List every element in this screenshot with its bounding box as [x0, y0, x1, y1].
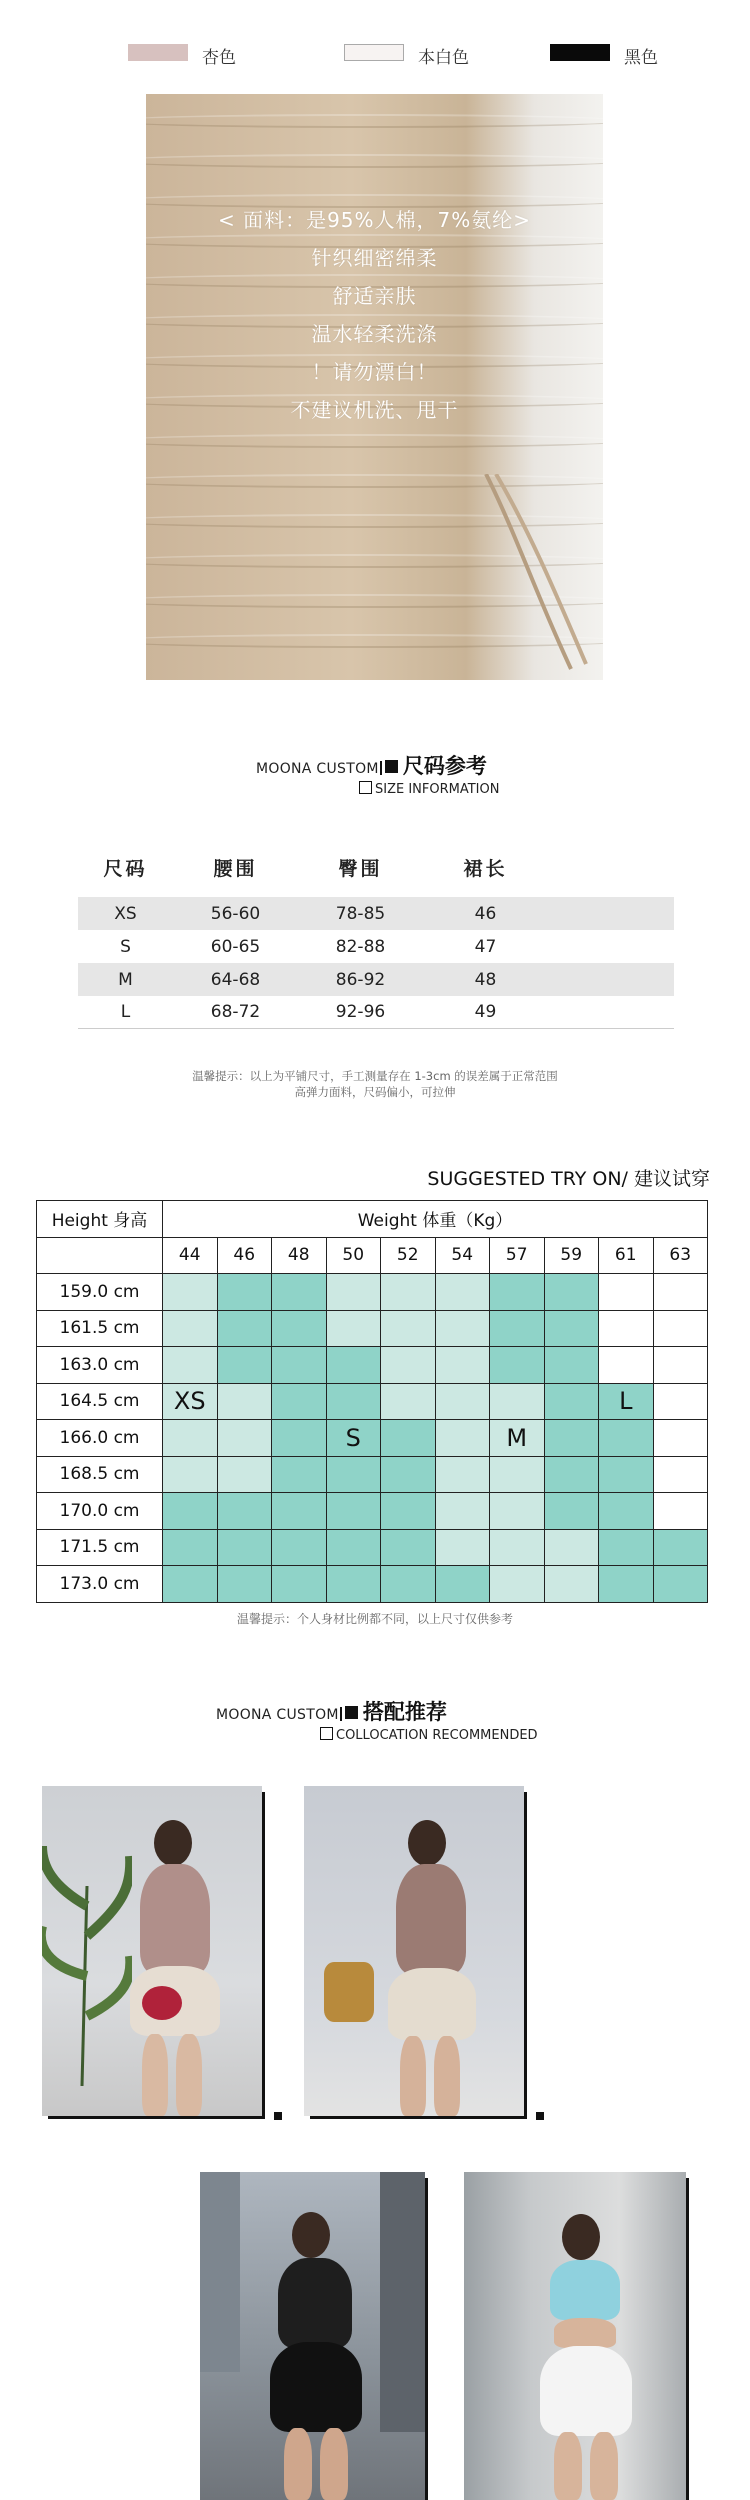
cell: XS — [114, 903, 137, 924]
cell: 56-60 — [210, 903, 261, 924]
outfit-photo-3[interactable] — [200, 2172, 425, 2500]
tryon-cell — [653, 1456, 708, 1493]
blank-corner — [37, 1237, 163, 1274]
height-row-header: 171.5 cm — [37, 1529, 163, 1566]
weight-col-header: 44 — [163, 1237, 218, 1274]
tryon-cell — [544, 1274, 599, 1311]
size-subtitle: SIZE INFORMATION — [375, 782, 500, 797]
tryon-cell — [544, 1383, 599, 1420]
tryon-cell — [435, 1456, 490, 1493]
height-header: Height 身高 — [37, 1201, 163, 1238]
tryon-cell — [326, 1347, 381, 1384]
size-mark: M — [490, 1420, 545, 1457]
height-row-header: 173.0 cm — [37, 1566, 163, 1603]
tryon-cell — [163, 1310, 218, 1347]
cell: 47 — [474, 936, 497, 957]
table-row — [78, 996, 674, 1029]
height-row-header: 168.5 cm — [37, 1456, 163, 1493]
tryon-title: SUGGESTED TRY ON/ 建议试穿 — [427, 1168, 710, 1190]
tryon-cell — [435, 1420, 490, 1457]
tryon-cell — [163, 1347, 218, 1384]
tryon-cell — [272, 1456, 327, 1493]
tryon-cell — [326, 1529, 381, 1566]
tryon-cell — [217, 1493, 272, 1530]
height-row-header: 163.0 cm — [37, 1347, 163, 1384]
tryon-cell — [544, 1566, 599, 1603]
apricot-label: 杏色 — [202, 48, 236, 68]
tryon-cell — [490, 1347, 545, 1384]
tryon-cell — [272, 1383, 327, 1420]
tryon-cell — [435, 1493, 490, 1530]
tryon-cell — [381, 1529, 436, 1566]
tryon-cell — [599, 1493, 654, 1530]
tryon-cell — [326, 1456, 381, 1493]
tryon-cell — [490, 1493, 545, 1530]
tryon-cell — [163, 1456, 218, 1493]
tryon-cell — [599, 1456, 654, 1493]
fabric-detail-photo — [146, 94, 603, 680]
outfit-photo-1[interactable] — [42, 1786, 262, 2116]
size-note-line2: 高弹力面料，尺码偏小，可拉伸 — [294, 1085, 456, 1099]
tryon-cell — [653, 1383, 708, 1420]
tryon-cell — [544, 1529, 599, 1566]
weight-col-header: 50 — [326, 1237, 381, 1274]
weight-col-header: 54 — [435, 1237, 490, 1274]
collocation-subtitle-row — [320, 1724, 538, 1743]
outfit-photo-4[interactable] — [464, 2172, 686, 2500]
tryon-cell — [544, 1347, 599, 1384]
collocation-brand: MOONA CUSTOM — [216, 1707, 339, 1723]
black-label: 黑色 — [624, 48, 658, 68]
tryon-cell — [272, 1493, 327, 1530]
tryon-cell — [326, 1566, 381, 1603]
size-note — [0, 1068, 750, 1100]
size-brand: MOONA CUSTOM — [256, 761, 379, 777]
tryon-cell — [599, 1274, 654, 1311]
tryon-cell — [435, 1566, 490, 1603]
cell: 86-92 — [335, 969, 386, 990]
size-table — [78, 852, 674, 1029]
height-row-header: 164.5 cm — [37, 1383, 163, 1420]
size-table-header — [78, 852, 674, 882]
offwhite-swatch-box — [344, 44, 404, 61]
tryon-cell — [381, 1493, 436, 1530]
hollow-square-icon — [320, 1727, 333, 1740]
weight-header: Weight 体重（Kg） — [163, 1201, 708, 1238]
tryon-cell — [381, 1566, 436, 1603]
tryon-cell — [490, 1274, 545, 1311]
hollow-square-icon — [359, 781, 372, 794]
tryon-cell — [217, 1310, 272, 1347]
tryon-note: 温馨提示：个人身材比例都不同，以上尺寸仅供参考 — [236, 1612, 513, 1626]
tryon-cell — [163, 1529, 218, 1566]
outfit-photo-2[interactable] — [304, 1786, 524, 2116]
weight-col-header: 48 — [272, 1237, 327, 1274]
black-swatch-box — [550, 44, 610, 61]
tryon-cell — [599, 1566, 654, 1603]
collocation-title: 搭配推荐 — [362, 1700, 447, 1724]
tryon-cell — [381, 1456, 436, 1493]
table-row — [78, 897, 674, 930]
tryon-cell — [490, 1456, 545, 1493]
tryon-cell — [544, 1310, 599, 1347]
tryon-cell — [435, 1347, 490, 1384]
tryon-cell — [163, 1420, 218, 1457]
size-mark: L — [599, 1383, 654, 1420]
collocation-heading — [216, 1696, 447, 1726]
apricot-swatch-box — [128, 44, 188, 61]
tryon-cell — [653, 1529, 708, 1566]
header-hip: 臀围 — [338, 857, 383, 880]
tryon-cell — [272, 1529, 327, 1566]
tryon-cell — [272, 1347, 327, 1384]
header-size: 尺码 — [103, 857, 148, 880]
tryon-cell — [272, 1420, 327, 1457]
cell: 49 — [474, 1002, 497, 1022]
table-row — [78, 963, 674, 996]
black-square-icon — [345, 1706, 358, 1719]
size-section-heading — [256, 750, 487, 780]
tryon-cell — [435, 1310, 490, 1347]
tryon-cell — [490, 1383, 545, 1420]
weight-col-header: 61 — [599, 1237, 654, 1274]
cell: M — [118, 969, 133, 990]
tryon-cell — [326, 1310, 381, 1347]
fabric-line-composition: < 面料：是95%人棉，7%氨纶> — [217, 208, 532, 232]
tryon-cell — [599, 1310, 654, 1347]
tryon-cell — [653, 1274, 708, 1311]
size-subtitle-row — [359, 778, 499, 797]
tryon-cell — [217, 1347, 272, 1384]
tryon-cell — [653, 1493, 708, 1530]
header-waist: 腰围 — [213, 857, 258, 880]
tryon-cell — [272, 1566, 327, 1603]
tryon-row — [37, 1383, 708, 1420]
tryon-cell — [435, 1529, 490, 1566]
size-mark: S — [326, 1420, 381, 1457]
tryon-cell — [599, 1347, 654, 1384]
tryon-cell — [653, 1310, 708, 1347]
cell: 82-88 — [335, 936, 386, 957]
tryon-cell — [326, 1383, 381, 1420]
weight-col-header: 63 — [653, 1237, 708, 1274]
cell: S — [120, 936, 131, 957]
tryon-cell — [217, 1420, 272, 1457]
tryon-grid — [36, 1200, 708, 1592]
tryon-cell — [490, 1310, 545, 1347]
tryon-cell — [163, 1274, 218, 1311]
tryon-cell — [544, 1456, 599, 1493]
tryon-row — [37, 1310, 708, 1347]
tryon-cell — [490, 1529, 545, 1566]
tryon-cell — [544, 1493, 599, 1530]
fabric-line-bleach: ！请勿漂白！ — [311, 360, 438, 384]
tryon-row — [37, 1420, 708, 1457]
cell: 46 — [474, 903, 497, 924]
weight-col-header: 46 — [217, 1237, 272, 1274]
tryon-cell — [435, 1274, 490, 1311]
table-row — [78, 930, 674, 963]
tryon-cell — [217, 1383, 272, 1420]
cell: 92-96 — [335, 1002, 386, 1022]
size-title: 尺码参考 — [402, 754, 487, 778]
tryon-cell — [544, 1420, 599, 1457]
fabric-line-comfort: 舒适亲肤 — [332, 284, 417, 308]
fabric-line-wash: 温水轻柔洗涤 — [311, 322, 438, 346]
tryon-cell — [326, 1274, 381, 1311]
weight-col-header: 57 — [490, 1237, 545, 1274]
tryon-cell — [381, 1310, 436, 1347]
tryon-cell — [599, 1529, 654, 1566]
weight-col-header: 59 — [544, 1237, 599, 1274]
tryon-cell — [381, 1420, 436, 1457]
tryon-row — [37, 1456, 708, 1493]
offwhite-label: 本白色 — [418, 48, 469, 68]
tryon-cell — [163, 1493, 218, 1530]
tryon-cell — [272, 1310, 327, 1347]
tryon-cell — [326, 1493, 381, 1530]
drawstring-graphic — [476, 474, 596, 674]
tryon-cell — [653, 1566, 708, 1603]
tryon-cell — [163, 1566, 218, 1603]
tryon-cell — [435, 1383, 490, 1420]
tryon-cell — [272, 1274, 327, 1311]
fabric-line-machine: 不建议机洗、甩干 — [290, 398, 459, 422]
black-square-icon — [385, 760, 398, 773]
tryon-cell — [381, 1347, 436, 1384]
fabric-line-knit: 针织细密绵柔 — [311, 246, 438, 270]
cell: 68-72 — [210, 1002, 261, 1022]
tryon-cell — [381, 1274, 436, 1311]
tryon-row — [37, 1347, 708, 1384]
weight-col-header: 52 — [381, 1237, 436, 1274]
tryon-cell — [217, 1456, 272, 1493]
cell: 78-85 — [335, 903, 386, 924]
plant-graphic — [42, 1826, 132, 2086]
cell: 60-65 — [210, 936, 261, 957]
tryon-cell — [217, 1566, 272, 1603]
cell: L — [120, 1002, 131, 1022]
tryon-row — [37, 1274, 708, 1311]
size-note-line1: 温馨提示：以上为平铺尺寸，手工测量存在 1-3cm 的误差属于正常范围 — [192, 1069, 558, 1083]
size-mark: XS — [163, 1383, 218, 1420]
cell: 64-68 — [210, 969, 261, 990]
header-length: 裙长 — [463, 857, 508, 880]
height-row-header: 170.0 cm — [37, 1493, 163, 1530]
collocation-subtitle: COLLOCATION RECOMMENDED — [336, 1728, 538, 1743]
tryon-cell — [599, 1420, 654, 1457]
cell: 48 — [474, 969, 497, 990]
tryon-cell — [217, 1274, 272, 1311]
height-row-header: 161.5 cm — [37, 1310, 163, 1347]
tryon-row — [37, 1493, 708, 1530]
tryon-cell — [217, 1529, 272, 1566]
tryon-cell — [381, 1383, 436, 1420]
tryon-row — [37, 1529, 708, 1566]
tryon-cell — [490, 1566, 545, 1603]
height-row-header: 159.0 cm — [37, 1274, 163, 1311]
tryon-cell — [653, 1420, 708, 1457]
tryon-cell — [653, 1347, 708, 1384]
tryon-row — [37, 1566, 708, 1603]
height-row-header: 166.0 cm — [37, 1420, 163, 1457]
